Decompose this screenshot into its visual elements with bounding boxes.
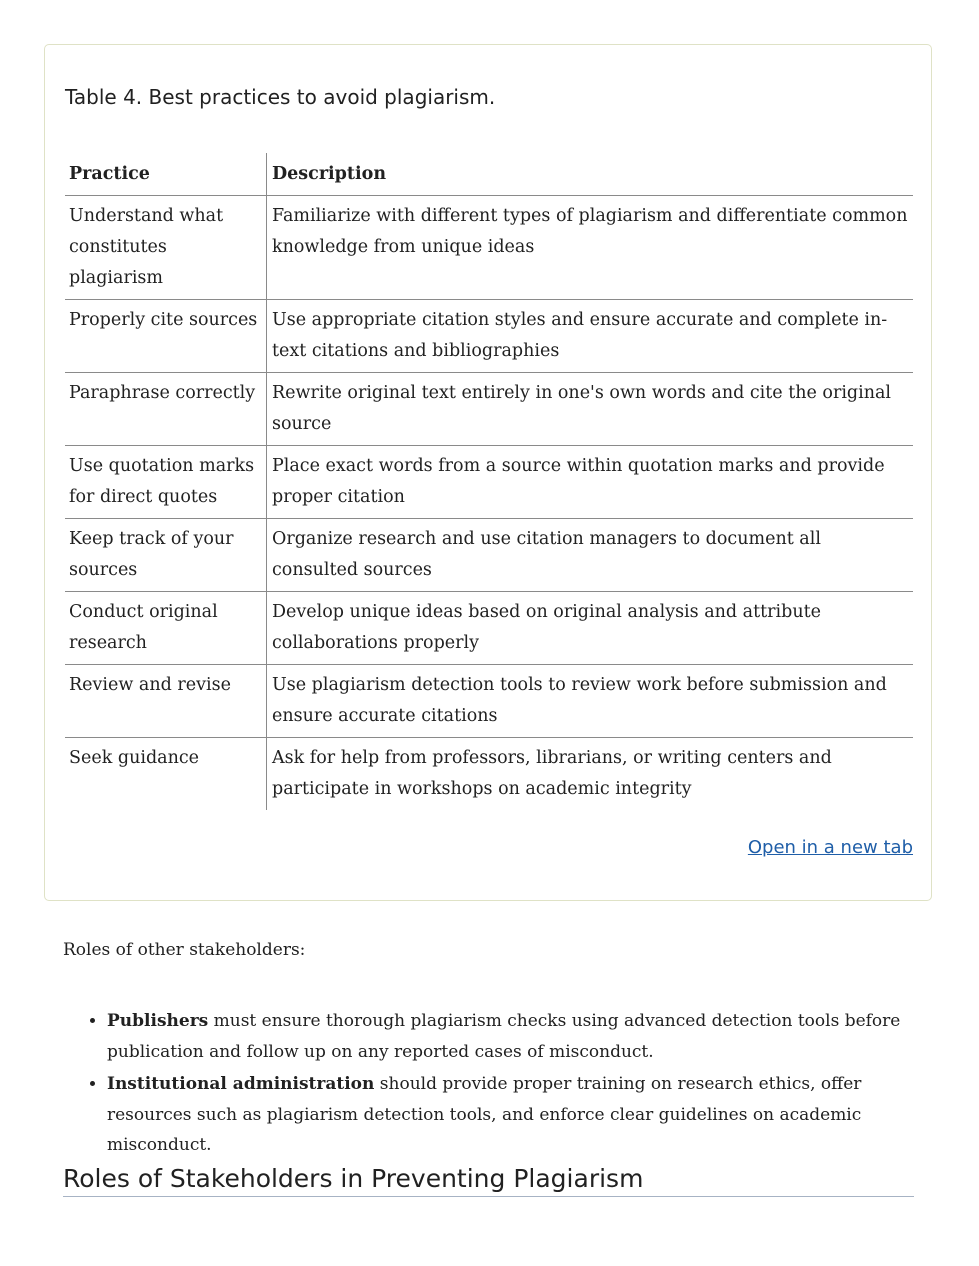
table-row: [65, 300, 913, 373]
practice-cell: Seek guidance: [65, 738, 267, 811]
best-practices-table: [65, 153, 913, 810]
open-in-new-tab-link[interactable]: Open in a new tab: [747, 837, 913, 858]
list-item-text: should provide proper training on research ethics, offer resources such as plagiarism detection tools, and enforce clear guidelines on academic misconduct.: [107, 1074, 862, 1155]
description-cell: Rewrite original text entirely in one's own words and cite the original source: [267, 373, 914, 446]
stakeholders-intro: Roles of other stakeholders:: [63, 940, 306, 960]
table-row: [65, 446, 913, 519]
column-header-practice: Practice: [65, 153, 267, 196]
column-header-description: Description: [267, 153, 914, 196]
list-item-term: Publishers: [107, 1011, 209, 1031]
practice-cell: Keep track of your sources: [65, 519, 267, 592]
table-header-row: [65, 153, 913, 196]
description-cell: Place exact words from a source within quotation marks and provide proper citation: [267, 446, 914, 519]
description-cell: Ask for help from professors, librarians, or writing centers and participate in workshops on academic integrity: [272, 748, 832, 799]
practice-cell: Paraphrase correctly: [65, 373, 267, 446]
description-cell: Familiarize with different types of plagiarism and differentiate common knowledge from unique ideas: [267, 196, 914, 300]
table-row: [65, 373, 913, 446]
description-cell: Organize research and use citation managers to document all consulted sources: [267, 519, 914, 592]
practice-cell: Review and revise: [65, 665, 267, 738]
table-row: [65, 665, 913, 738]
stakeholder-roles-list: [63, 1006, 903, 1163]
table-row: [65, 592, 913, 665]
practice-cell: Properly cite sources: [65, 300, 267, 373]
list-item: [107, 1069, 903, 1161]
table-caption: Table 4. Best practices to avoid plagiarism.: [65, 85, 496, 109]
section-heading: Roles of Stakeholders in Preventing Plagiarism: [63, 1164, 914, 1197]
table-row: [65, 196, 913, 300]
table-row: [65, 519, 913, 592]
table-container: [44, 44, 932, 901]
list-item: [107, 1006, 903, 1067]
table-row: [65, 738, 913, 811]
list-item-term: Institutional administration: [107, 1074, 375, 1094]
description-cell: Use appropriate citation styles and ensure accurate and complete in-text citations and bibliographies: [267, 300, 914, 373]
practice-cell: Use quotation marks for direct quotes: [65, 446, 267, 519]
list-item-text: must ensure thorough plagiarism checks using advanced detection tools before publication and follow up on any reported cases of misconduct.: [107, 1011, 901, 1062]
practice-cell: Understand what constitutes plagiarism: [65, 196, 267, 300]
description-cell: Develop unique ideas based on original analysis and attribute collaborations properly: [267, 592, 914, 665]
description-cell: Use plagiarism detection tools to review work before submission and ensure accurate citations: [267, 665, 914, 738]
practice-cell: Conduct original research: [65, 592, 267, 665]
